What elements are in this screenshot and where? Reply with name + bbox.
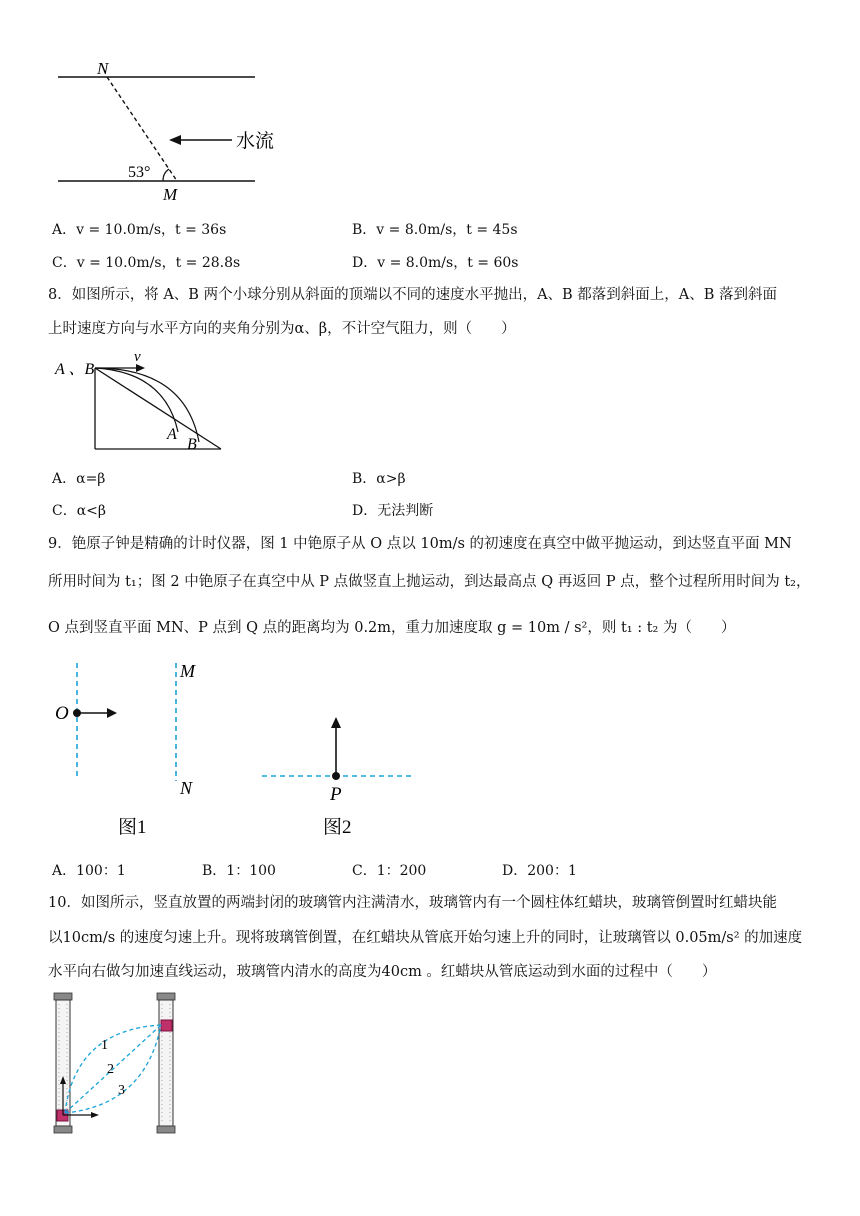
cesium-atom-figures [40, 655, 440, 845]
q9-text-line2: 所用时间为 t₁；图 2 中铯原子在真空中从 P 点做竖直上抛运动，到达最高点 Q 再返回 P 点，整个过程所用时间为 t₂， [48, 574, 811, 590]
q7-option-d: D．v = 8.0m/s，t = 60s [352, 255, 519, 271]
angle-label: 53° [128, 164, 151, 181]
q9-option-d: D．200：1 [502, 863, 577, 879]
path-label-1: 1 [101, 1038, 108, 1053]
angle-arc [163, 169, 169, 181]
q10-text-line3: 水平向右做匀加速直线运动，玻璃管内清水的高度为40cm 。红蜡块从管底运动到水面的过程中（ ） [48, 964, 717, 980]
wax-block-end [161, 1020, 172, 1031]
q10-text-line1: 10．如图所示，竖直放置的两端封闭的玻璃管内注满清水，玻璃管内有一个圆柱体红蜡块，玻璃管倒置时红蜡块能 [48, 895, 777, 911]
label-O: O [55, 703, 69, 724]
q9-option-c: C．1：200 [352, 863, 427, 879]
q9-text-line1: 9．铯原子钟是精确的计时仪器，图 1 中铯原子从 O 点以 10m/s 的初速度在真空中做平抛运动，到达竖直平面 MN [48, 536, 792, 552]
q9-option-a: A．100：1 [52, 863, 126, 879]
fig2-caption: 图2 [323, 817, 352, 838]
q8-option-a: A．α=β [52, 471, 106, 487]
path-label-3: 3 [118, 1083, 125, 1098]
fig1-velocity-arrowhead [107, 708, 117, 718]
left-tube-cap-bottom [54, 1126, 72, 1133]
trajectory-B [95, 368, 199, 442]
fig2-velocity-arrowhead [331, 717, 341, 728]
label-AB: A 、B [55, 361, 95, 378]
incline-projectile-figure [50, 350, 230, 455]
right-tube-cap-bottom [157, 1126, 175, 1133]
path-label-2: 2 [107, 1062, 114, 1077]
label-N: N [180, 778, 193, 798]
flow-label: 水流 [236, 131, 275, 152]
q8-option-d: D．无法判断 [352, 503, 434, 519]
right-tube-cap-top [157, 993, 175, 1000]
q7-option-a: A．v = 10.0m/s，t = 36s [52, 222, 227, 238]
label-N: N [97, 59, 109, 78]
fig1-caption: 图1 [118, 817, 147, 838]
right-tube-body [159, 1000, 173, 1126]
velocity-arrowhead [136, 364, 145, 372]
river-crossing-figure [40, 55, 300, 205]
q7-option-b: B．v = 8.0m/s，t = 45s [352, 222, 518, 238]
q10-text-line2: 以10cm/s 的速度匀速上升。现将玻璃管倒置，在红蜡块从管底开始匀速上升的同时，让玻璃管以 0.05m/s² 的加速度 [48, 930, 803, 946]
flow-arrowhead [169, 135, 181, 145]
trajectory-A [95, 368, 178, 432]
label-M: M [180, 661, 195, 681]
label-A: A [167, 426, 177, 443]
q9-option-b: B．1：100 [202, 863, 276, 879]
q8-option-b: B．α>β [352, 471, 406, 487]
q8-option-c: C．α<β [52, 503, 106, 519]
incline-surface [95, 368, 221, 449]
label-B: B [187, 436, 197, 453]
q8-text-line2: 上时速度方向与水平方向的夹角分别为α、β，不计空气阻力，则（ ） [48, 321, 516, 337]
q8-text-line1: 8．如图所示，将 A、B 两个小球分别从斜面的顶端以不同的速度水平抛出，A、B 都落到斜面上，A、B 落到斜面 [48, 287, 778, 303]
glass-tube-figure [45, 990, 195, 1140]
label-M: M [163, 185, 178, 204]
q7-option-c: C．v = 10.0m/s，t = 28.8s [52, 255, 241, 271]
q9-text-line3: O 点到竖直平面 MN、P 点到 Q 点的距离均为 0.2m，重力加速度取 g = 10m / s²，则 t₁ : t₂ 为（ ） [48, 620, 736, 636]
label-P: P [330, 784, 342, 805]
left-tube-cap-top [54, 993, 72, 1000]
right-arrowhead [91, 1112, 99, 1118]
label-v: v [134, 350, 141, 365]
